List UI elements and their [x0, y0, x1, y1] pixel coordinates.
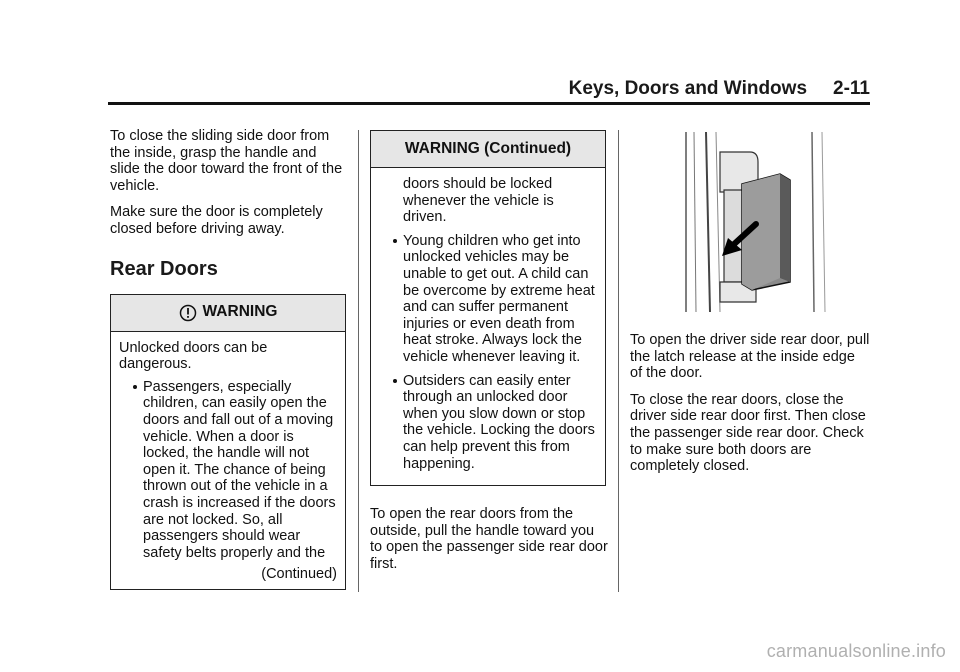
- section-heading: Rear Doors: [110, 257, 218, 280]
- header-rule: [108, 102, 870, 105]
- warning-header: [111, 295, 345, 332]
- paragraph: Make sure the door is completely closed before driving away.: [110, 204, 323, 237]
- paragraph: To open the rear doors from the outside, pull the handle toward you to open the passenger side rear door first.: [370, 506, 608, 572]
- warning-title: WARNING (Continued): [404, 139, 572, 157]
- page-number: 2-11: [833, 78, 870, 99]
- warning-intro: Unlocked doors can be dangerous.: [119, 339, 268, 373]
- warning-box: [110, 294, 346, 590]
- watermark: carmanualsonline.info: [766, 641, 946, 661]
- list-item: Passengers, especially children, can easily open the doors and fall out of a moving vehicle. When a door is locked, the handle will not open it. The chance of being thrown out of the vehicle in a crash is increased if the doors are not locked. So, all passengers should wear safety belts properly and the: [119, 379, 337, 562]
- paragraph: To close the rear doors, close the driver side rear door first. Then close the passenger side rear door. Check to make sure both doors are completely closed.: [630, 391, 866, 475]
- warning-body: [111, 332, 345, 589]
- column-middle: [370, 128, 610, 582]
- list-item: Outsiders can easily enter through an unlocked door when you slow down or stop the vehicle. Locking the doors can help prevent this from happening.: [379, 373, 597, 473]
- warning-title: WARNING: [202, 303, 278, 321]
- paragraph: To close the sliding side door from the inside, grasp the handle and slide the door toward the front of the vehicle.: [110, 128, 343, 194]
- page-header: [108, 78, 870, 100]
- column-divider: [618, 130, 619, 592]
- rear-door-latch-illustration: [680, 132, 830, 312]
- paragraph: To open the driver side rear door, pull the latch release at the inside edge of the door.: [630, 332, 870, 382]
- column-left: [110, 128, 350, 590]
- column-right: [630, 132, 870, 485]
- section-title: Keys, Doors and Windows: [568, 78, 808, 99]
- warning-box-continued: [370, 130, 606, 486]
- list-item: Young children who get into unlocked vehicles may be unable to get out. A child can be overcome by extreme heat and can suffer permanent injuries or even death from heat stroke. Always lock the vehicle whenever leaving it.: [379, 233, 597, 366]
- warning-list: [379, 233, 597, 472]
- continued-label: (Continued): [261, 566, 337, 583]
- warning-icon: [179, 304, 197, 322]
- warning-list: [119, 379, 337, 562]
- warning-body: [371, 168, 605, 485]
- column-divider: [358, 130, 359, 592]
- warning-header: [371, 131, 605, 168]
- warning-continued-text: doors should be locked whenever the vehicle is driven.: [403, 176, 554, 226]
